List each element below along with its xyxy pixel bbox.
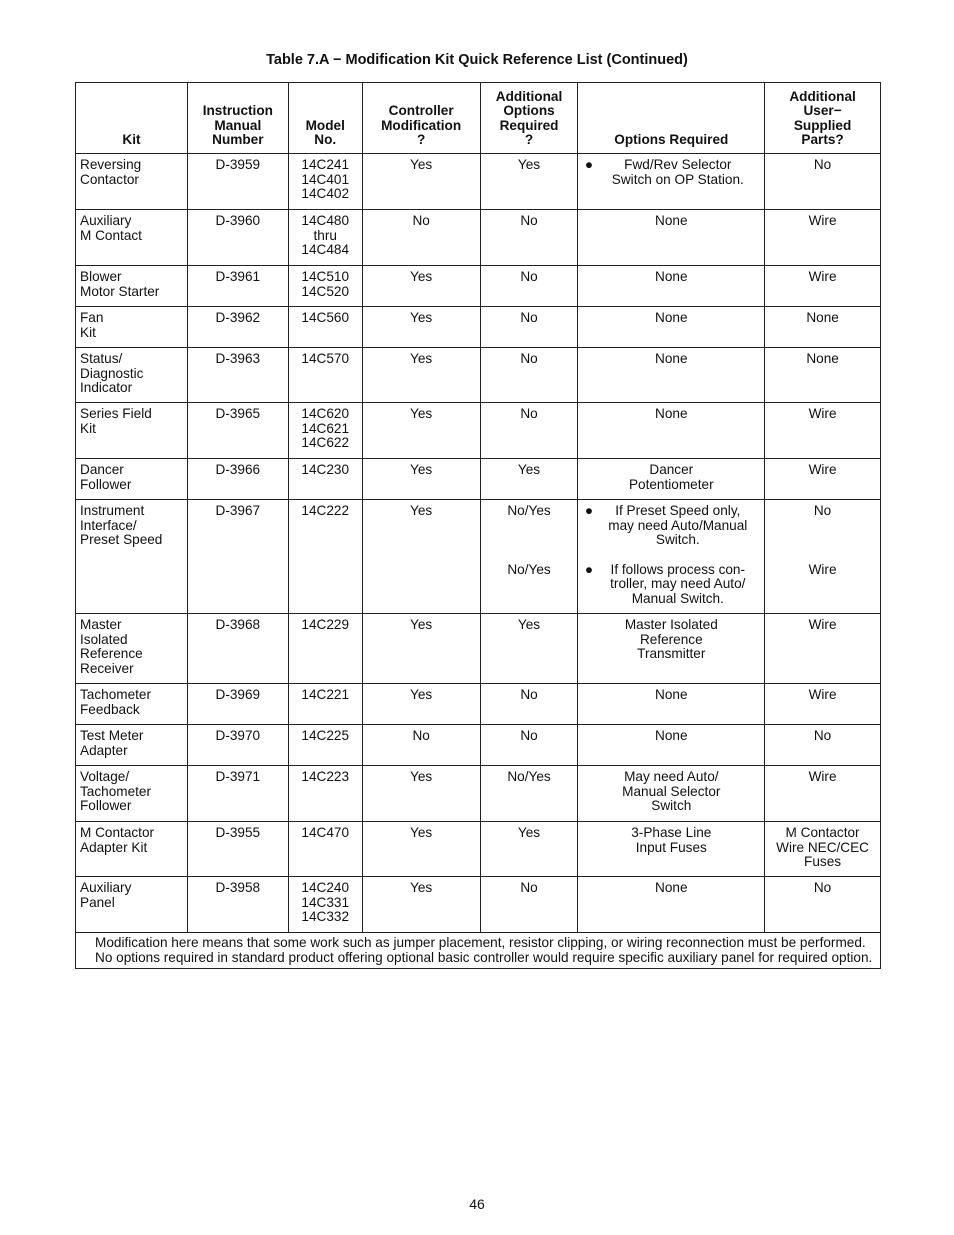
manual-cell: D-3971 <box>187 766 288 822</box>
model-cell: 14C510 14C520 <box>288 266 362 307</box>
parts-cell: Wire <box>765 403 881 459</box>
controller-cell: Yes <box>362 266 480 307</box>
model-cell: 14C221 <box>288 684 362 725</box>
parts-cell: Wire <box>765 684 881 725</box>
options-cell: None <box>578 684 765 725</box>
bullet-icon: ● <box>584 561 594 577</box>
kit-cell: Auxiliary Panel <box>76 877 188 933</box>
model-cell: 14C570 <box>288 348 362 403</box>
parts-cell: M Contactor Wire NEC/CEC Fuses <box>765 822 881 877</box>
options-cell: None <box>578 266 765 307</box>
table-row <box>76 766 881 822</box>
model-cell: 14C620 14C621 14C622 <box>288 403 362 459</box>
options-cell <box>578 154 765 210</box>
kit-cell: Master Isolated Reference Receiver <box>76 614 188 684</box>
table-row <box>76 684 881 725</box>
controller-cell: Yes <box>362 822 480 877</box>
controller-cell: Yes <box>362 348 480 403</box>
footnote-row <box>76 933 881 969</box>
controller-cell: Yes <box>362 877 480 933</box>
table-row <box>76 210 881 266</box>
modification-kit-table <box>75 82 881 969</box>
options-cell: May need Auto/ Manual Selector Switch <box>578 766 765 822</box>
parts-cell: Wire <box>765 614 881 684</box>
controller-cell: No <box>362 725 480 766</box>
table-row <box>76 307 881 348</box>
model-cell: 14C560 <box>288 307 362 348</box>
parts-cell <box>765 500 881 614</box>
additional-value: No/Yes <box>507 503 551 518</box>
manual-cell: D-3969 <box>187 684 288 725</box>
options-cell: None <box>578 403 765 459</box>
kit-cell: Tachometer Feedback <box>76 684 188 725</box>
kit-cell: Test Meter Adapter <box>76 725 188 766</box>
options-cell: None <box>578 725 765 766</box>
options-cell: None <box>578 877 765 933</box>
bullet-icon: ● <box>584 503 594 518</box>
parts-cell: None <box>765 307 881 348</box>
kit-cell: Blower Motor Starter <box>76 266 188 307</box>
manual-cell: D-3960 <box>187 210 288 266</box>
option-text: If Preset Speed only, may need Auto/Manual Switch. <box>608 503 748 548</box>
model-cell: 14C240 14C331 14C332 <box>288 877 362 933</box>
controller-cell: Yes <box>362 403 480 459</box>
model-cell: 14C225 <box>288 725 362 766</box>
additional-cell: No <box>480 348 578 403</box>
parts-value: Wire <box>808 561 837 577</box>
model-cell: 14C241 14C401 14C402 <box>288 154 362 210</box>
controller-cell: Yes <box>362 307 480 348</box>
additional-cell: Yes <box>480 154 578 210</box>
controller-cell: Yes <box>362 459 480 500</box>
table-row <box>76 348 881 403</box>
table-title: Table 7.A − Modification Kit Quick Reference List (Continued) <box>266 52 688 68</box>
options-cell: None <box>578 348 765 403</box>
table-row <box>76 877 881 933</box>
manual-cell: D-3958 <box>187 877 288 933</box>
kit-cell: M Contactor Adapter Kit <box>76 822 188 877</box>
header-options-required: Options Required <box>578 83 765 154</box>
additional-cell: Yes <box>480 459 578 500</box>
option-text: If follows process con- troller, may need Auto/ Manual Switch. <box>610 561 746 606</box>
manual-cell: D-3965 <box>187 403 288 459</box>
kit-cell: Series Field Kit <box>76 403 188 459</box>
controller-cell: Yes <box>362 766 480 822</box>
model-cell: 14C222 <box>288 500 362 614</box>
options-cell: Dancer Potentiometer <box>578 459 765 500</box>
additional-cell <box>480 500 578 614</box>
parts-cell: Wire <box>765 266 881 307</box>
header-controller-modification: Controller Modification ? <box>362 83 480 154</box>
table-row <box>76 822 881 877</box>
table-row <box>76 266 881 307</box>
kit-cell: Auxiliary M Contact <box>76 210 188 266</box>
additional-cell: No <box>480 725 578 766</box>
parts-value: No <box>813 503 832 518</box>
model-cell: 14C230 <box>288 459 362 500</box>
options-cell: Master Isolated Reference Transmitter <box>578 614 765 684</box>
bullet-icon: ● <box>584 157 594 172</box>
additional-cell: No <box>480 877 578 933</box>
additional-cell: No/Yes <box>480 766 578 822</box>
table-row <box>76 725 881 766</box>
table-row <box>76 500 881 614</box>
kit-cell: Fan Kit <box>76 307 188 348</box>
controller-cell: Yes <box>362 500 480 614</box>
manual-cell: D-3966 <box>187 459 288 500</box>
parts-cell: No <box>765 877 881 933</box>
options-cell: None <box>578 307 765 348</box>
table-row <box>76 403 881 459</box>
manual-cell: D-3970 <box>187 725 288 766</box>
additional-cell: Yes <box>480 822 578 877</box>
table-row <box>76 154 881 210</box>
manual-cell: D-3968 <box>187 614 288 684</box>
parts-cell: Wire <box>765 210 881 266</box>
controller-cell: Yes <box>362 684 480 725</box>
additional-cell: No <box>480 307 578 348</box>
kit-cell: Reversing Contactor <box>76 154 188 210</box>
controller-cell: Yes <box>362 614 480 684</box>
header-model-no: Model No. <box>288 83 362 154</box>
header-additional-options: Additional Options Required ? <box>480 83 578 154</box>
header-kit: Kit <box>76 83 188 154</box>
options-cell: 3-Phase Line Input Fuses <box>578 822 765 877</box>
manual-cell: D-3963 <box>187 348 288 403</box>
parts-cell: None <box>765 348 881 403</box>
options-cell: None <box>578 210 765 266</box>
additional-cell: No <box>480 403 578 459</box>
table-row <box>76 459 881 500</box>
additional-cell: No <box>480 684 578 725</box>
page-number: 46 <box>469 1196 485 1212</box>
header-row <box>76 83 881 154</box>
model-cell: 14C470 <box>288 822 362 877</box>
options-cell <box>578 500 765 614</box>
manual-cell: D-3955 <box>187 822 288 877</box>
additional-cell: No <box>480 266 578 307</box>
kit-cell: Voltage/ Tachometer Follower <box>76 766 188 822</box>
model-cell: 14C480 thru 14C484 <box>288 210 362 266</box>
additional-cell: No <box>480 210 578 266</box>
model-cell: 14C229 <box>288 614 362 684</box>
controller-cell: Yes <box>362 154 480 210</box>
model-cell: 14C223 <box>288 766 362 822</box>
manual-cell: D-3959 <box>187 154 288 210</box>
kit-cell: Instrument Interface/ Preset Speed <box>76 500 188 614</box>
parts-cell: Wire <box>765 459 881 500</box>
footnote-line: No options required in standard product offering optional basic controller would require specific auxiliary panel for required option. <box>95 949 873 965</box>
kit-cell: Status/ Diagnostic Indicator <box>76 348 188 403</box>
header-user-supplied-parts: Additional User− Supplied Parts? <box>765 83 881 154</box>
manual-cell: D-3961 <box>187 266 288 307</box>
table-row <box>76 614 881 684</box>
manual-cell: D-3967 <box>187 500 288 614</box>
parts-cell: No <box>765 154 881 210</box>
manual-cell: D-3962 <box>187 307 288 348</box>
additional-cell: Yes <box>480 614 578 684</box>
table-footnote <box>76 933 881 969</box>
additional-value: No/Yes <box>507 561 551 577</box>
header-manual-number: Instruction Manual Number <box>187 83 288 154</box>
option-text: Fwd/Rev Selector Switch on OP Station. <box>611 157 744 187</box>
footnote-line: Modification here means that some work such as jumper placement, resistor clipping, or wiring reconnection must be performed. <box>95 935 866 950</box>
kit-cell: Dancer Follower <box>76 459 188 500</box>
parts-cell: Wire <box>765 766 881 822</box>
controller-cell: No <box>362 210 480 266</box>
parts-cell: No <box>765 725 881 766</box>
